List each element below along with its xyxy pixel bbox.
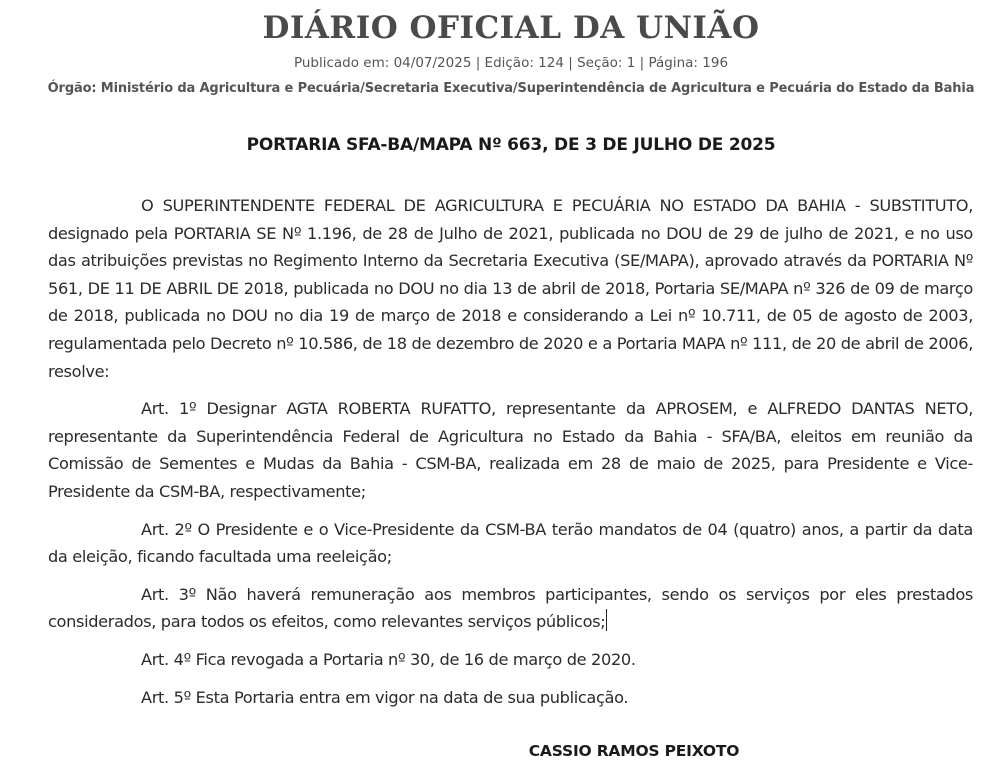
publication-info: Publicado em: 04/07/2025 | Edição: 124 | Seção: 1 | Página: 196 (293, 55, 729, 71)
article-4: Art. 4º Fica revogada a Portaria nº 30, de 16 de março de 2020. (141, 649, 636, 669)
article-1: Art. 1º Designar AGTA ROBERTA RUFATTO, representante da APROSEM, e ALFREDO DANTAS NETO, representante da Superintendência Federal de Agricultura no Estado da Bahia - SFA/BA, eleitos em reunião da Comissão de Sementes e Mudas da Bahia - CSM-BA, realizada em 28 de maio de 2025, para Presidente e Vice-Presidente da CSM-BA, respectivamente; (48, 399, 973, 501)
document-identification: PORTARIA SFA-BA/MAPA Nº 663, DE 3 DE JULHO DE 2025 (246, 135, 776, 155)
article-3: Art. 3º Não haverá remuneração aos membros participantes, sendo os serviços por eles prestados considerados, para todos os efeitos, como relevantes serviços públicos; (48, 584, 973, 632)
signature-name: CASSIO RAMOS PEIXOTO (528, 742, 740, 760)
document-body (48, 192, 973, 721)
article-3-paragraph (48, 581, 973, 636)
article-5: Art. 5º Esta Portaria entra em vigor na data de sua publicação. (141, 687, 629, 707)
article-2: Art. 2º O Presidente e o Vice-Presidente da CSM-BA terão mandatos de 04 (quatro) anos, a partir da data da eleição, ficando facultada uma reeleição; (48, 519, 973, 567)
text-cursor (606, 609, 607, 631)
orgao-line: Órgão: Ministério da Agricultura e Pecuária/Secretaria Executiva/Superintendência de Agricultura e Pecuária do Estado da Bahia (47, 81, 975, 96)
preamble-paragraph: O SUPERINTENDENTE FEDERAL DE AGRICULTURA E PECUÁRIA NO ESTADO DA BAHIA - SUBSTITUTO, designado pela PORTARIA SE Nº 1.196, de 28 de Julho de 2021, publicada no DOU de 29 de julho de 2021, e no uso das atribuições previstas no Regimento Interno da Secretaria Executiva (SE/MAPA), aprovado através da PORTARIA Nº 561, DE 11 DE ABRIL DE 2018, publicada no DOU no dia 13 de abril de 2018, Portaria SE/MAPA nº 326 de 09 de março de 2018, publicada no DOU no dia 19 de março de 2018 e considerando a Lei nº 10.711, de 05 de agosto de 2003, regulamentada pelo Decreto nº 10.586, de 18 de dezembro de 2020 e a Portaria MAPA nº 111, de 20 de abril de 2006, resolve: (48, 196, 973, 381)
masthead-title: DIÁRIO OFICIAL DA UNIÃO (262, 10, 760, 46)
